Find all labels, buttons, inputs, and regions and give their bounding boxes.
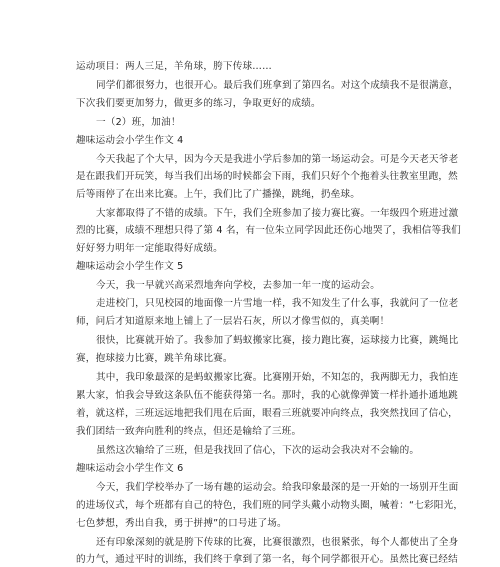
text-line: 好好努力明年一定能取得好成绩。: [76, 243, 223, 254]
text-line: 走进校门，只见校园的地面像一片雪地一样，我不知发生了什么事，我就问了一位老: [96, 298, 459, 309]
text-line: 的进场仪式，每个班都有自己的特色，我们班的同学头戴小动物头圈，喊着：“七彩阳光，: [76, 500, 464, 511]
text-line: 今天，我一早就兴高采烈地奔向学校，去参加一年一度的运动会。: [96, 280, 381, 291]
text-line: 师，问后才知道原来地上铺上了一层岩石灰，所以才像雪似的，真美啊！: [76, 316, 390, 327]
text-line: 今天我起了个大早，因为今天是我进小学后参加的第一场运动会。可是今天老天爷老: [96, 154, 459, 165]
section-heading: 趣味运动会小学生作文 5: [76, 261, 184, 272]
text-line: 其中，我印象最深的是蚂蚁搬家比赛。比赛刚开始，不知怎的，我两脚无力，我怕连: [96, 372, 459, 383]
text-line: 的力气，通过平时的训练，我们终于拿到了第一名，每个同学都很开心。虽然比赛已经结: [76, 554, 458, 565]
section-heading: 趣味运动会小学生作文 6: [76, 463, 184, 474]
text-line: 一（2）班，加油！: [96, 117, 181, 128]
text-line: 七色梦想，秀出自我，勇于拼搏”的口号进了场。: [76, 518, 287, 529]
text-line: 还有印象深刻的就是胯下传球的比赛，比赛很激烈，也很紧张，每个人都使出了全身: [96, 537, 459, 548]
text-line: 着，就这样，三班远远地把我们甩在后面，眼看三班就要冲向终点，我突然找回了信心，: [76, 408, 458, 419]
text-line: 是在跟我们开玩笑，每当我们出场的时候都会下雨，我们只好个个拖着头往教室里跑，然: [76, 171, 458, 182]
text-line: 今天，我们学校举办了一场有趣的运动会。给我印象最深的是一开始的一场别开生面: [96, 482, 459, 493]
text-line: 累大家，怕我会导致这条队伍不能获得第一名。那时，我的心就像弹簧一样扑通扑通地跳: [76, 390, 458, 401]
text-line: 下次我们要更加努力，做更多的练习，争取更好的成绩。: [76, 98, 321, 109]
text-line: 烈的比赛，成绩不理想只得了第 4 名，有一位朱立同学因此还伤心地哭了，我相信等我们: [76, 225, 461, 236]
text-line: 大家都取得了不错的成绩。下午，我们全班参加了接力赛比赛。一年级四个班进过激: [96, 208, 459, 219]
text-line: 我们团结一致奔向胜利的终点，但还是输给了三班。: [76, 426, 302, 437]
text-line: 运动项目：两人三足，羊角球，胯下传球……: [76, 61, 272, 72]
text-line: 很快，比赛就开始了。我参加了蚂蚁搬家比赛，接力跑比赛，运球接力比赛，跳绳比: [96, 335, 459, 346]
text-line: 赛，抱球接力比赛，跳羊角球比赛。: [76, 353, 233, 364]
text-line: 同学们都很努力，也很开心。最后我们班拿到了第四名。对这个成绩我不是很满意，: [96, 80, 459, 91]
text-line: 虽然这次输给了三班，但是我找回了信心，下次的运动会我决对不会输的。: [96, 445, 420, 456]
text-line: 后等雨停了在出来比赛。上午，我们比了广播操，跳绳，扔垒球。: [76, 189, 361, 200]
section-heading: 趣味运动会小学生作文 4: [76, 135, 184, 146]
